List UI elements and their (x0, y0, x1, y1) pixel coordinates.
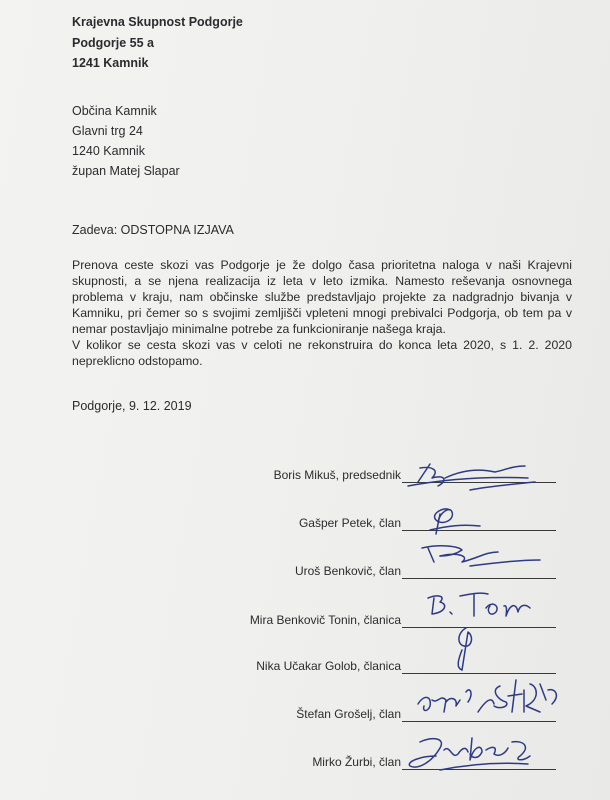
subject-line: Zadeva: ODSTOPNA IZJAVA (72, 223, 234, 237)
sender-street: Podgorje 55 a (72, 36, 154, 50)
signature-row (0, 653, 610, 677)
signature-line (402, 578, 556, 579)
sender-name: Krajevna Skupnost Podgorje (72, 15, 243, 29)
signatory-label: Nika Učakar Golob, članica (256, 659, 401, 673)
signature-row (0, 558, 610, 582)
letter-body (72, 257, 572, 369)
recipient-person: župan Matej Slapar (72, 164, 180, 178)
signature-row (0, 510, 610, 534)
sender-city: 1241 Kamnik (72, 56, 149, 70)
recipient-city: 1240 Kamnik (72, 144, 145, 158)
signatory-label: Mirko Žurbi, član (312, 755, 401, 769)
signature-row (0, 749, 610, 773)
signatory-label: Uroš Benkovič, član (294, 564, 401, 578)
signatory-label: Gašper Petek, član (298, 516, 401, 530)
recipient-name: Občina Kamnik (72, 104, 157, 118)
signature-row (0, 701, 610, 725)
signatory-label: Boris Mikuš, predsednik (273, 468, 401, 482)
signature-line (402, 530, 556, 531)
signature-row (0, 607, 610, 631)
signatory-label: Štefan Grošelj, član (296, 707, 401, 721)
recipient-street: Glavni trg 24 (72, 124, 143, 138)
signature-line (402, 482, 556, 483)
signature-row (0, 462, 610, 486)
body-paragraph-1: Prenova ceste skozi vas Podgorje je že dolgo časa prioritetna naloga v naši Krajevni skupnosti, a se njena realizacija iz leta v leto izmika. Namesto reševanja osnovnega problema v kraju, nam občinske službe predstavljajo projekte za nadgradnjo bivanja v Kamniku, pri čemer so s svojimi zemljišči vpleteni mnogi prebivalci Podgorja, ob tem pa v nemar postavljajo minimalne potrebe za funkcioniranje našega kraja. (72, 258, 572, 336)
body-paragraph-2: V kolikor se cesta skozi vas v celoti ne rekonstruira do konca leta 2020, s 1. 2. 2020 nepreklicno odstopamo. (72, 338, 572, 368)
signatory-label: Mira Benkovič Tonin, članica (249, 613, 401, 627)
signature-line (402, 721, 556, 722)
signature-line (402, 627, 556, 628)
signature-line (402, 769, 556, 770)
place-date: Podgorje, 9. 12. 2019 (72, 399, 192, 413)
signature-line (402, 673, 556, 674)
